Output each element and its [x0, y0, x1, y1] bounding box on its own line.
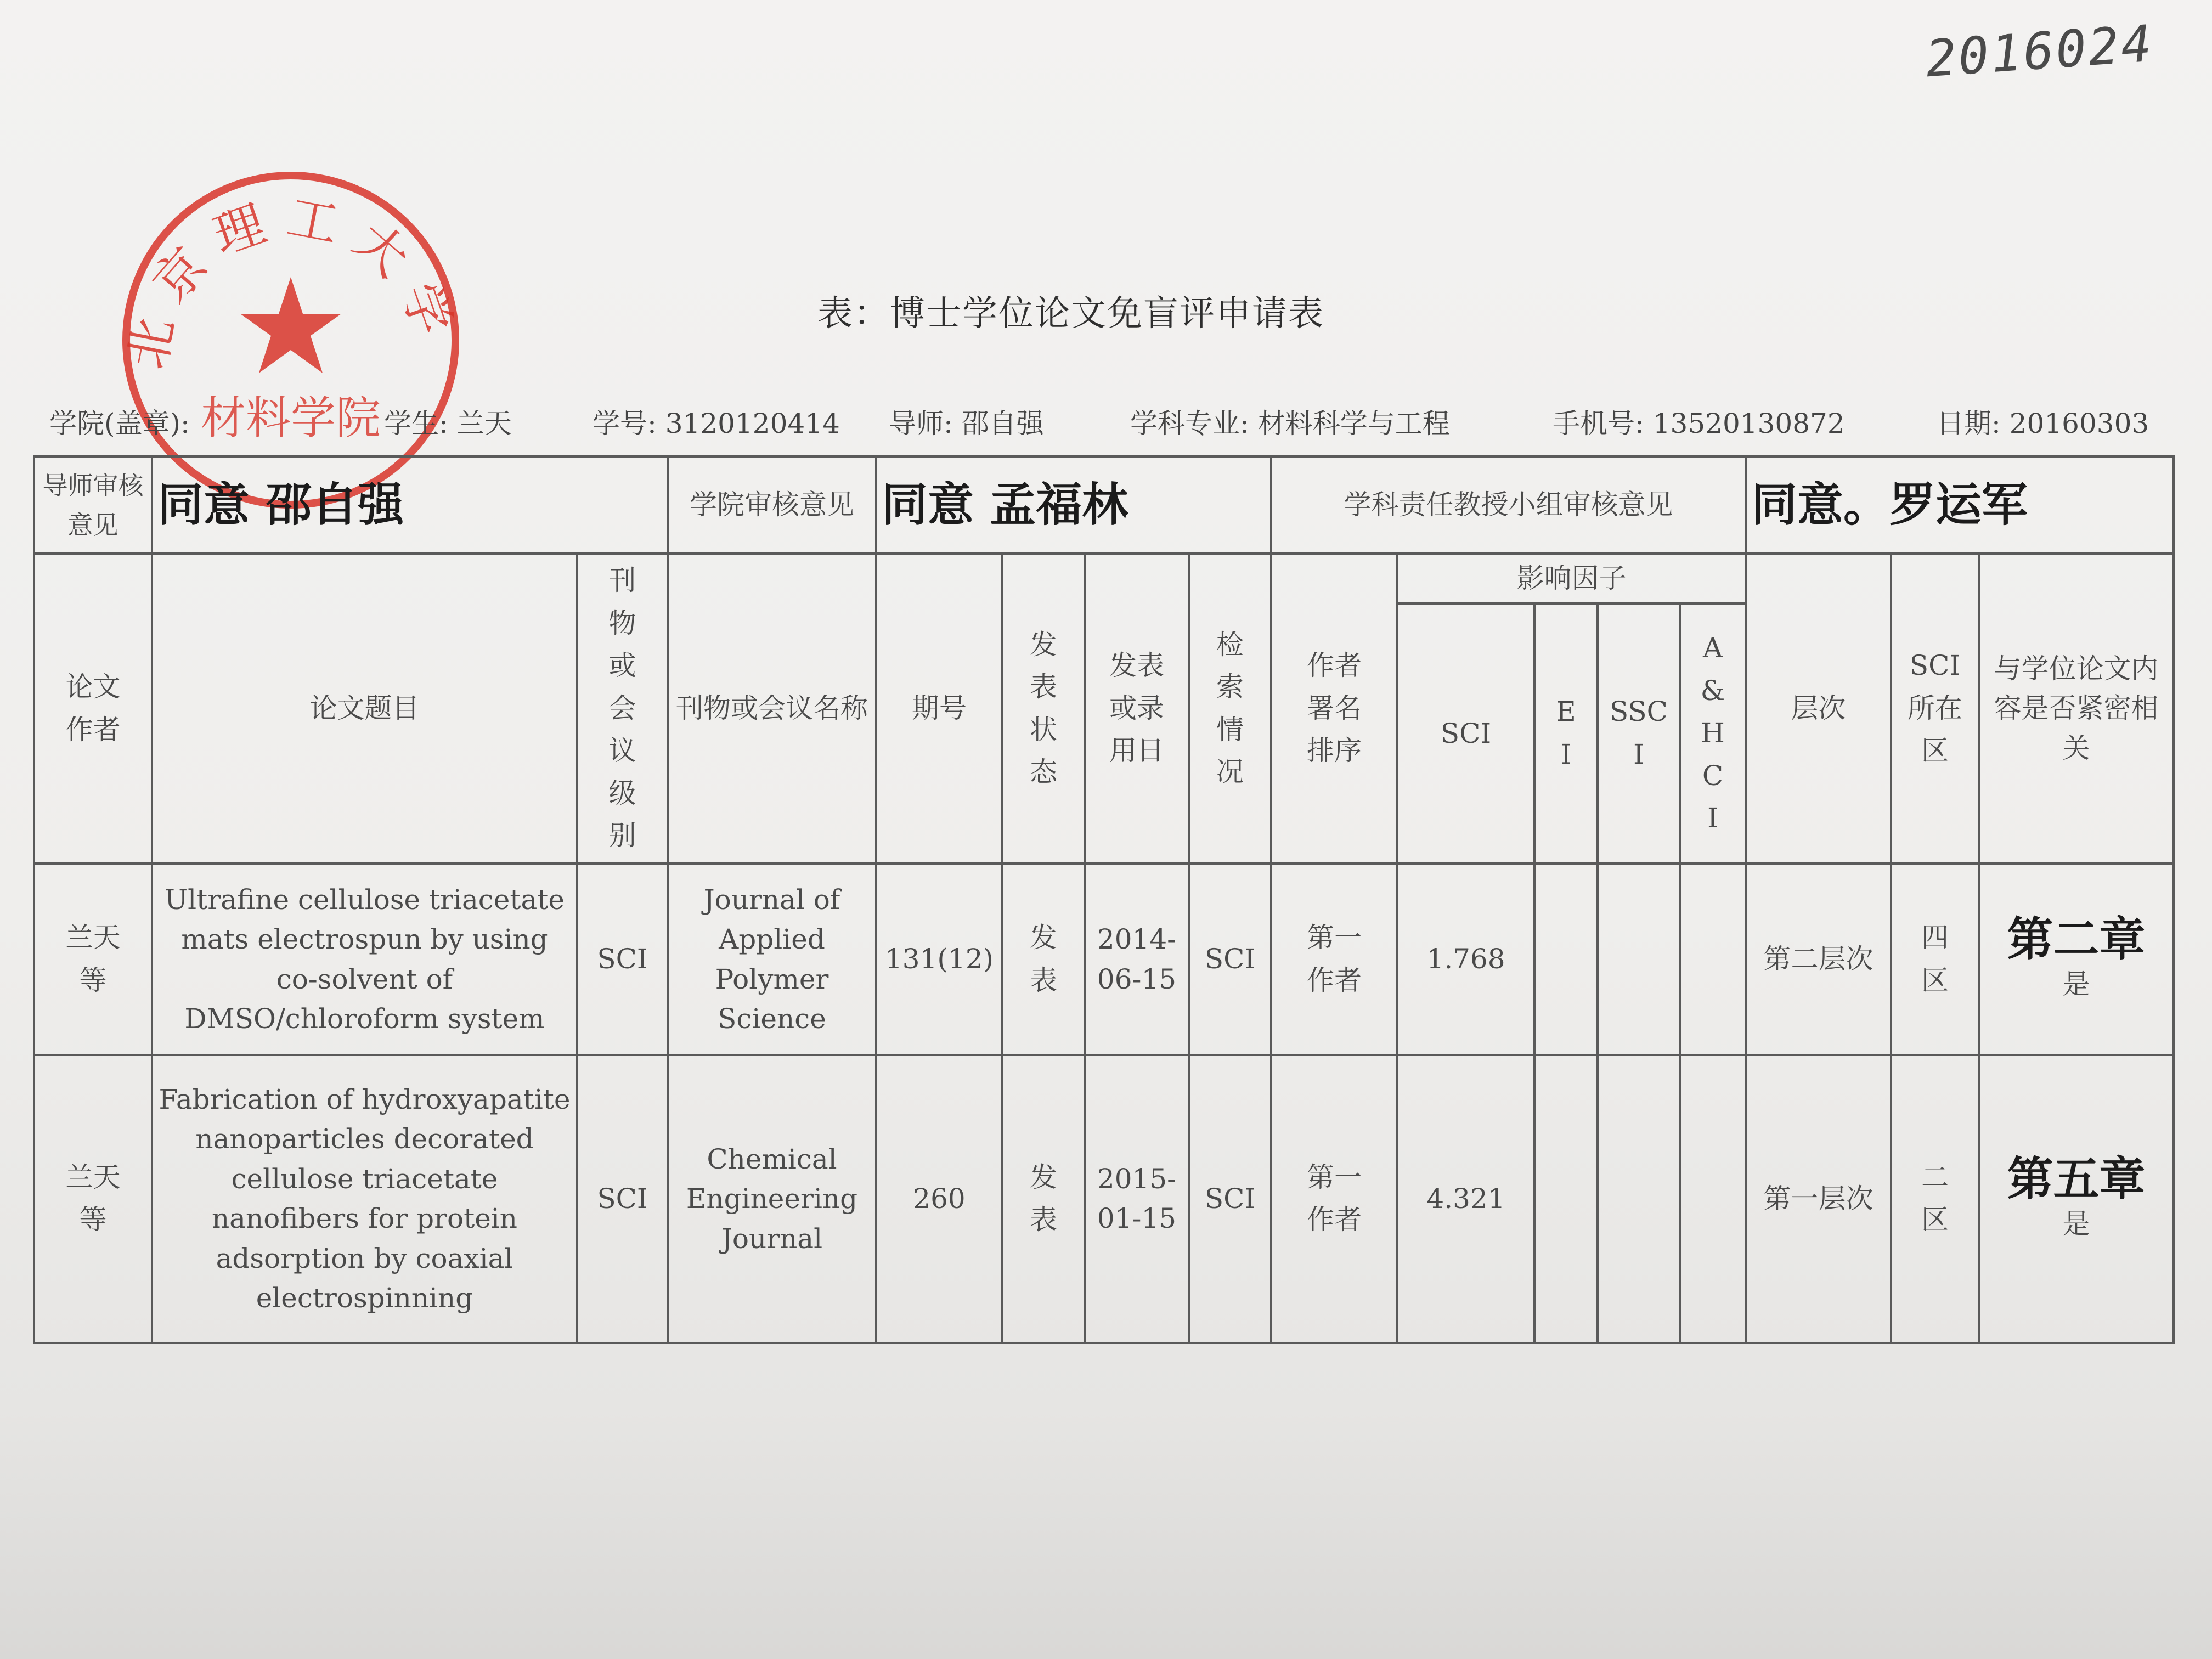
row-related: 第五章 是: [1979, 1055, 2174, 1343]
header-ssci: SSCI: [1598, 603, 1680, 864]
row-author: 兰天等: [34, 864, 152, 1054]
svg-text:北京理工大学: 北京理工大学: [117, 187, 468, 374]
header-title: 论文题目: [152, 554, 577, 864]
row-ahci: [1680, 1055, 1746, 1343]
header-sci: SCI: [1397, 603, 1534, 864]
header-journal: 刊物或会议名称: [668, 554, 876, 864]
advisor-review-label: 导师审核意见: [34, 456, 152, 554]
row-ssci: [1598, 1055, 1680, 1343]
student-name: 学生: 兰天: [384, 408, 512, 439]
row-sci-if: 1.768: [1397, 864, 1534, 1054]
row-ssci: [1598, 864, 1680, 1054]
row-issue: 260: [876, 1055, 1002, 1343]
advisor-name: 导师: 邵自强: [889, 408, 1044, 439]
row-level: SCI: [577, 864, 668, 1054]
row-ei: [1534, 1055, 1598, 1343]
row-date: 2015-01-15: [1085, 1055, 1189, 1343]
application-table: [33, 455, 2175, 1344]
row-tier: 第一层次: [1746, 1055, 1891, 1343]
row-status: 发表: [1002, 1055, 1085, 1343]
row-related: 第二章 是: [1979, 864, 2174, 1054]
header-zone: SCI所在区: [1891, 554, 1979, 864]
group-signature: 同意。罗运军: [1746, 456, 2174, 554]
row-index: SCI: [1189, 864, 1271, 1054]
row-author: 兰天等: [34, 1055, 152, 1343]
row-zone: 二区: [1891, 1055, 1979, 1343]
header-related: 与学位论文内容是否紧密相关: [1979, 554, 2174, 864]
header-issue: 期号: [876, 554, 1002, 864]
application-date: 日期: 20160303: [1937, 408, 2149, 439]
student-id: 学号: 3120120414: [592, 408, 840, 439]
header-status: 发表状态: [1002, 554, 1085, 864]
college-label: 学院(盖章):: [49, 408, 190, 439]
row-order: 第一作者: [1271, 864, 1397, 1054]
advisor-signature: 同意 邵自强: [152, 456, 668, 554]
review-row: [34, 456, 2174, 554]
row-ei: [1534, 864, 1598, 1054]
row-title: Ultrafine cellulose triacetate mats electrospun by using co-solvent of DMSO/chloroform system: [152, 864, 577, 1054]
header-ei: EI: [1534, 603, 1598, 864]
header-tier: 层次: [1746, 554, 1891, 864]
header-level: 刊物或会议级别: [577, 554, 668, 864]
row-level: SCI: [577, 1055, 668, 1343]
row-ahci: [1680, 864, 1746, 1054]
row-status: 发表: [1002, 864, 1085, 1054]
row-order: 第一作者: [1271, 1055, 1397, 1343]
svg-text:材料学院: 材料学院: [200, 392, 381, 444]
row-zone: 四区: [1891, 864, 1979, 1054]
row-title: Fabrication of hydroxyapatite nanoparticles decorated cellulose triacetate nanofibers for protein adsorption by coaxial electrospinning: [152, 1055, 577, 1343]
college-signature: 同意 孟福林: [876, 456, 1271, 554]
header-ahci: A&HCI: [1680, 603, 1746, 864]
header-date: 发表或录用日: [1085, 554, 1189, 864]
row-sci-if: 4.321: [1397, 1055, 1534, 1343]
table-row: [34, 864, 2174, 1054]
group-review-label: 学科责任教授小组审核意见: [1271, 456, 1746, 554]
row-index: SCI: [1189, 1055, 1271, 1343]
phone-number: 手机号: 13520130872: [1553, 408, 1845, 439]
table-row: [34, 1055, 2174, 1343]
major-field: 学科专业: 材料科学与工程: [1130, 408, 1450, 439]
row-date: 2014-06-15: [1085, 864, 1189, 1054]
form-title: 表：博士学位论文免盲评申请表: [817, 294, 1324, 334]
row-journal: Journal of Applied Polymer Science: [668, 864, 876, 1054]
header-impact-factor: 影响因子: [1397, 554, 1746, 603]
header-index: 检索情况: [1189, 554, 1271, 864]
row-issue: 131(12): [876, 864, 1002, 1054]
header-author: 论文作者: [34, 554, 152, 864]
row-journal: Chemical Engineering Journal: [668, 1055, 876, 1343]
header-order: 作者署名排序: [1271, 554, 1397, 864]
college-review-label: 学院审核意见: [668, 456, 876, 554]
row-tier: 第二层次: [1746, 864, 1891, 1054]
handwritten-serial-number: 2016024: [1923, 14, 2155, 89]
header-row-1: [34, 554, 2174, 603]
